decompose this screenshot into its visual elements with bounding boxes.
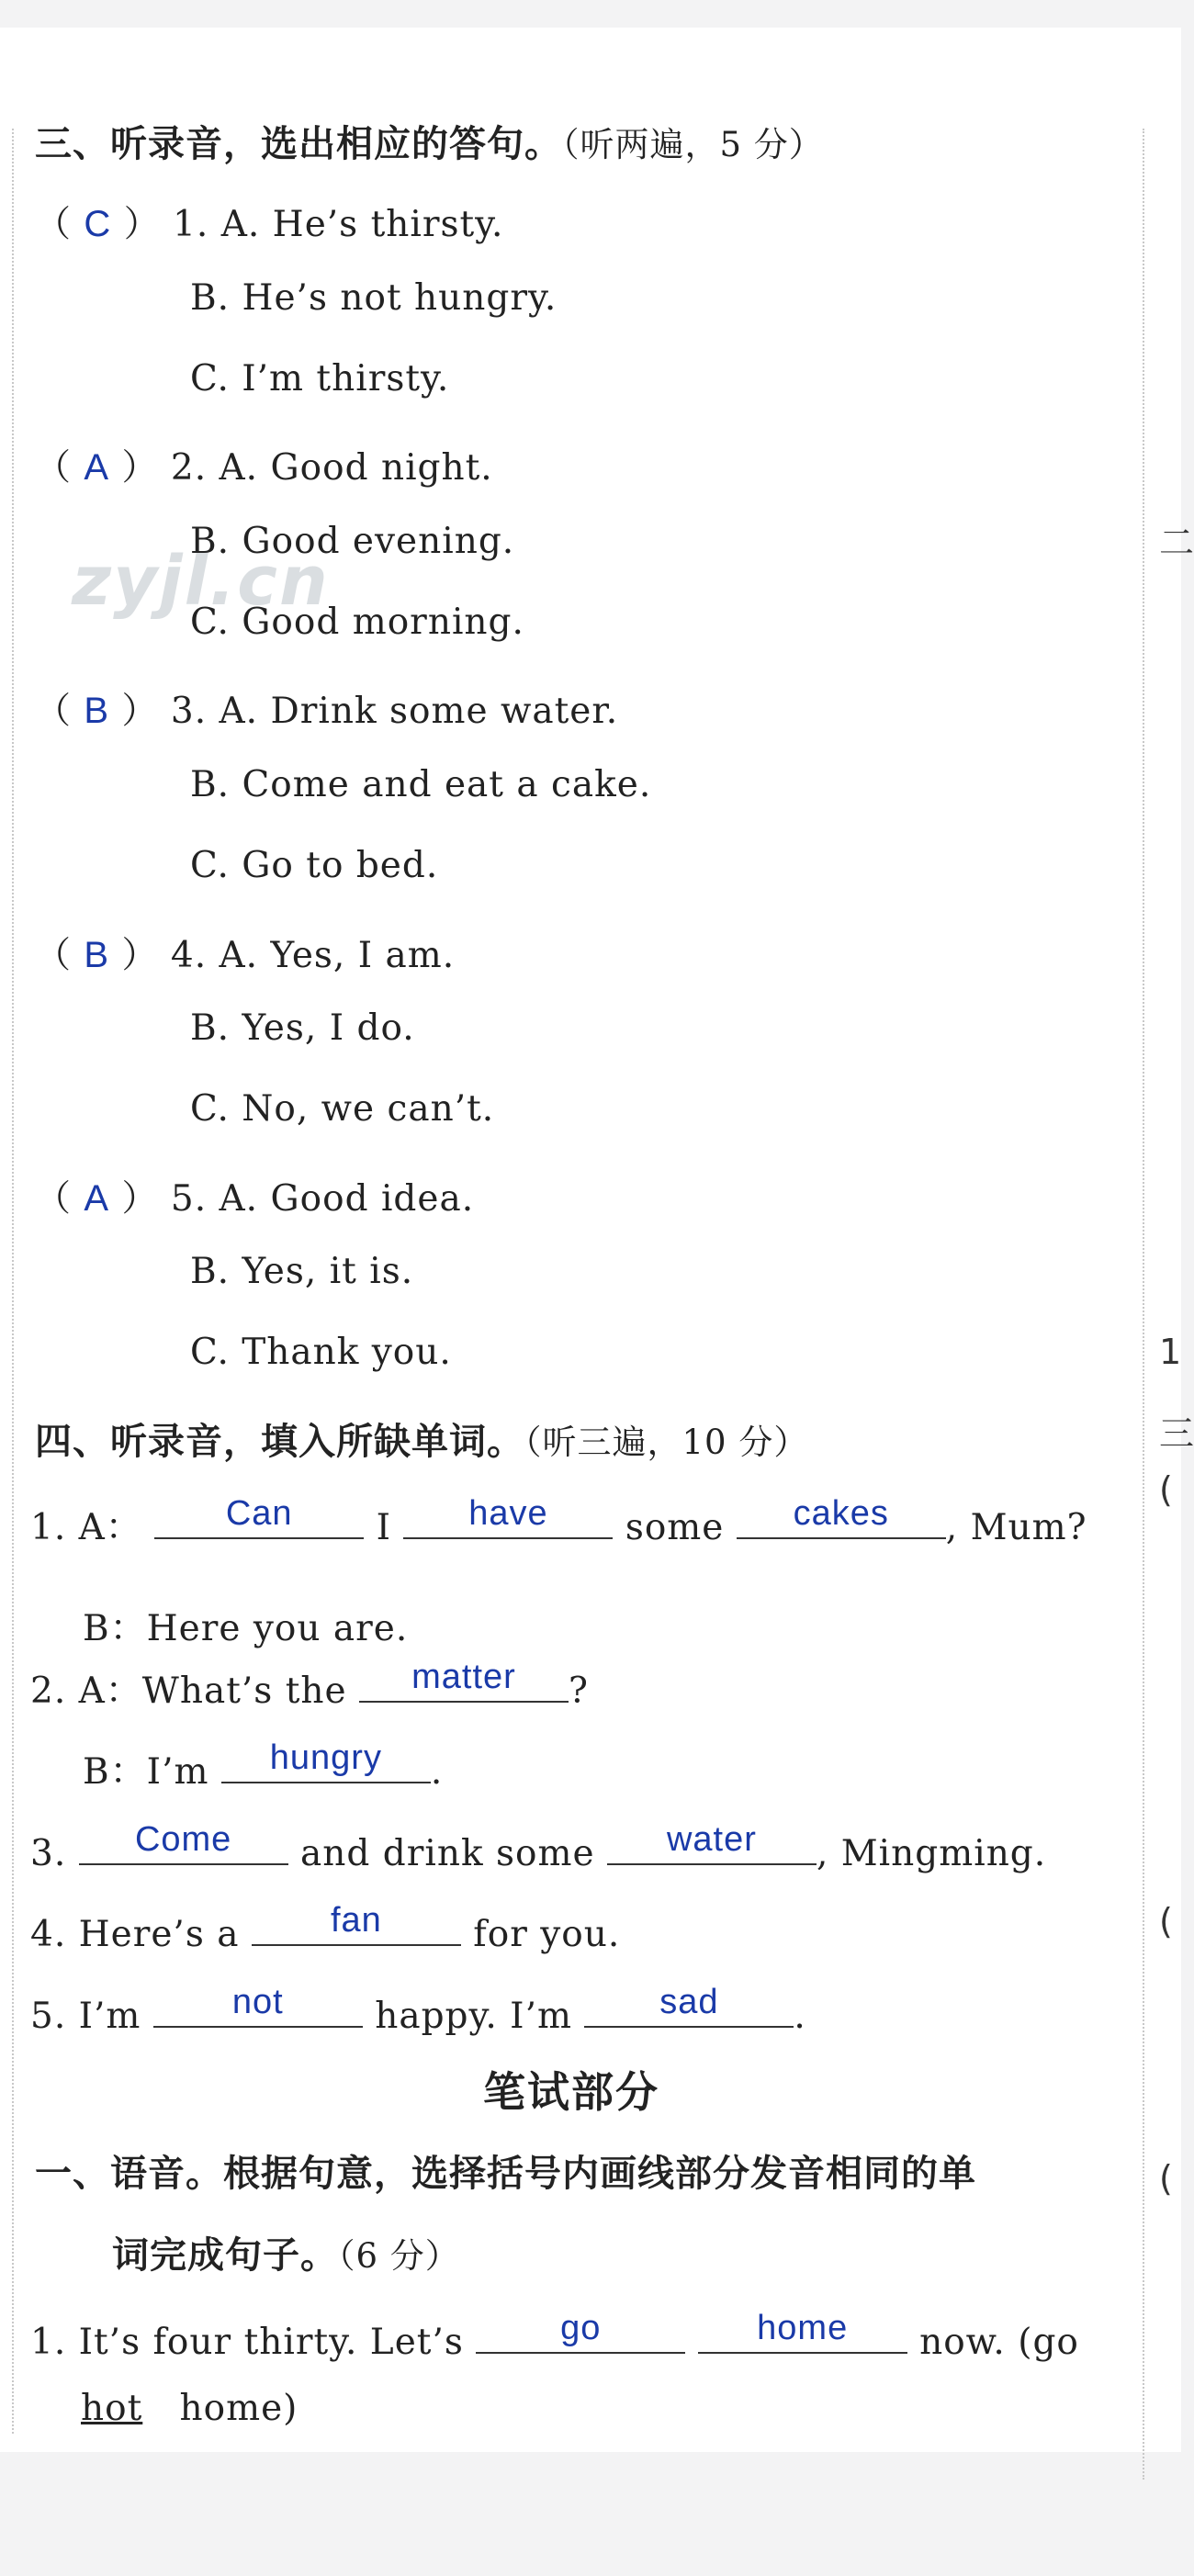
option-b: B. Good evening.: [190, 521, 515, 562]
question-number: 5.: [170, 1178, 208, 1220]
right-dotted-margin: [1143, 129, 1144, 2480]
response-line: B：Here you are.: [83, 1608, 409, 1649]
answer-blank[interactable]: [154, 1491, 364, 1539]
option-a: A. Good idea.: [219, 1178, 475, 1220]
option-a: A. Good night.: [219, 447, 493, 489]
option-b: B. Come and eat a cake.: [190, 764, 652, 805]
question-item: （ C ） 1. A. He’s thirsty.: [35, 204, 504, 245]
question-text: for you.: [473, 1914, 621, 1955]
answer-blank[interactable]: [584, 1980, 794, 2028]
question-item: （ B ） 3. A. Drink some water.: [35, 691, 619, 732]
option-b: B. Yes, I do.: [190, 1007, 415, 1049]
word-options-line: [81, 2388, 298, 2429]
question-number: 3.: [170, 691, 208, 732]
option-a: A. He’s thirsty.: [220, 204, 504, 245]
question-text: .: [430, 1751, 444, 1793]
question-prefix: 1. It’s four thirty. Let’s: [30, 2322, 464, 2363]
question-prefix: 3.: [30, 1833, 67, 1874]
question-item: （ B ） 4. A. Yes, I am.: [35, 935, 456, 976]
document-page: [0, 28, 1194, 2452]
fill-question-1: [30, 1491, 1087, 1550]
answer-blank[interactable]: [79, 1817, 288, 1865]
written-section-1-note: （6 分）: [338, 2236, 460, 2276]
filled-answer: home: [757, 2309, 849, 2347]
question-prefix: 5. I’m: [30, 1996, 141, 2037]
question-text: I: [376, 1507, 391, 1548]
watermark: zyjl.cn: [72, 542, 330, 621]
heading-text: 词完成句子。: [112, 2234, 338, 2277]
option-b: B. He’s not hungry.: [190, 277, 558, 319]
question-text: .: [794, 1996, 806, 2037]
adjacent-page-mark: (: [1159, 2158, 1173, 2199]
option-c: C. Good morning.: [190, 602, 524, 643]
written-part-title: 笔试部分: [483, 2067, 659, 2117]
answer-choice: B: [84, 935, 110, 975]
fill-question-4: [30, 1898, 620, 1955]
filled-answer: hungry: [269, 1738, 382, 1777]
word-option: home): [179, 2388, 298, 2429]
word-option: hot: [81, 2388, 143, 2429]
question-text: now. (go: [919, 2322, 1079, 2363]
question-text: , Mingming.: [816, 1833, 1047, 1874]
answer-blank[interactable]: [359, 1655, 569, 1703]
question-text: , Mum?: [945, 1507, 1087, 1548]
filled-answer: Come: [134, 1820, 232, 1859]
adjacent-page-mark: (: [1159, 1469, 1173, 1510]
question-number: 2.: [170, 447, 208, 489]
written-question-1: [30, 2306, 1079, 2363]
answer-choice: A: [84, 1178, 110, 1219]
question-text: happy. I’m: [375, 1996, 572, 2037]
answer-blank[interactable]: [153, 1980, 363, 2028]
fill-question-5: [30, 1980, 806, 2037]
fill-question-2: [30, 1655, 589, 1714]
filled-answer: not: [231, 1983, 284, 2021]
question-prefix: 1. A：: [30, 1507, 142, 1548]
answer-blank[interactable]: [403, 1491, 613, 1539]
question-number: 4.: [170, 935, 208, 976]
question-text: some: [625, 1507, 725, 1548]
section-4-heading: [35, 1412, 808, 1465]
written-section-1-heading-cont: [112, 2226, 460, 2278]
adjacent-page-mark: 二: [1159, 523, 1194, 563]
question-text: ?: [568, 1670, 589, 1712]
option-a: A. Yes, I am.: [219, 935, 456, 976]
question-prefix: 2. A：What’s the: [30, 1670, 347, 1712]
section-4-note: （听三遍，10 分）: [524, 1423, 809, 1462]
filled-answer: cakes: [793, 1494, 889, 1533]
filled-answer: matter: [411, 1658, 516, 1696]
question-prefix: B：I’m: [83, 1751, 209, 1793]
adjacent-page-mark: 1: [1159, 1332, 1182, 1372]
filled-answer: fan: [330, 1901, 382, 1940]
question-number: 1.: [173, 204, 209, 245]
answer-blank[interactable]: [737, 1491, 946, 1539]
option-c: C. Thank you.: [190, 1332, 452, 1373]
section-4-title: 四、听录音，填入所缺单词。: [35, 1421, 524, 1463]
option-c: C. Go to bed.: [190, 845, 439, 886]
section-3-title: 三、听录音，选出相应的答句。: [35, 123, 562, 165]
answer-blank[interactable]: [476, 2306, 685, 2354]
filled-answer: sad: [659, 1983, 719, 2021]
question-text: and drink some: [300, 1833, 595, 1874]
response-line: [83, 1736, 443, 1794]
question-item: （ A ） 5. A. Good idea.: [35, 1178, 475, 1220]
answer-choice: B: [84, 691, 110, 731]
adjacent-page-mark: 三: [1159, 1413, 1194, 1454]
answer-choice: A: [84, 447, 110, 488]
written-section-1-heading: 一、语音。根据句意，选择括号内画线部分发音相同的单: [35, 2153, 976, 2195]
option-c: C. I’m thirsty.: [190, 358, 450, 399]
answer-choice: C: [84, 204, 112, 244]
question-prefix: 4. Here’s a: [30, 1914, 240, 1955]
filled-answer: Can: [225, 1494, 293, 1533]
filled-answer: have: [468, 1494, 548, 1533]
answer-blank[interactable]: [221, 1736, 431, 1783]
question-item: （ A ） 2. A. Good night.: [35, 447, 493, 489]
filled-answer: water: [666, 1820, 757, 1859]
section-3-note: （听两遍，5 分）: [562, 125, 824, 164]
fill-question-3: [30, 1817, 1046, 1874]
answer-blank[interactable]: [698, 2306, 907, 2354]
section-3-heading: [35, 115, 824, 167]
answer-blank[interactable]: [252, 1898, 461, 1946]
option-c: C. No, we can’t.: [190, 1088, 495, 1130]
filled-answer: go: [560, 2309, 602, 2347]
answer-blank[interactable]: [607, 1817, 817, 1865]
adjacent-page-mark: (: [1159, 1901, 1173, 1941]
option-a: A. Drink some water.: [219, 691, 619, 732]
option-b: B. Yes, it is.: [190, 1251, 414, 1292]
